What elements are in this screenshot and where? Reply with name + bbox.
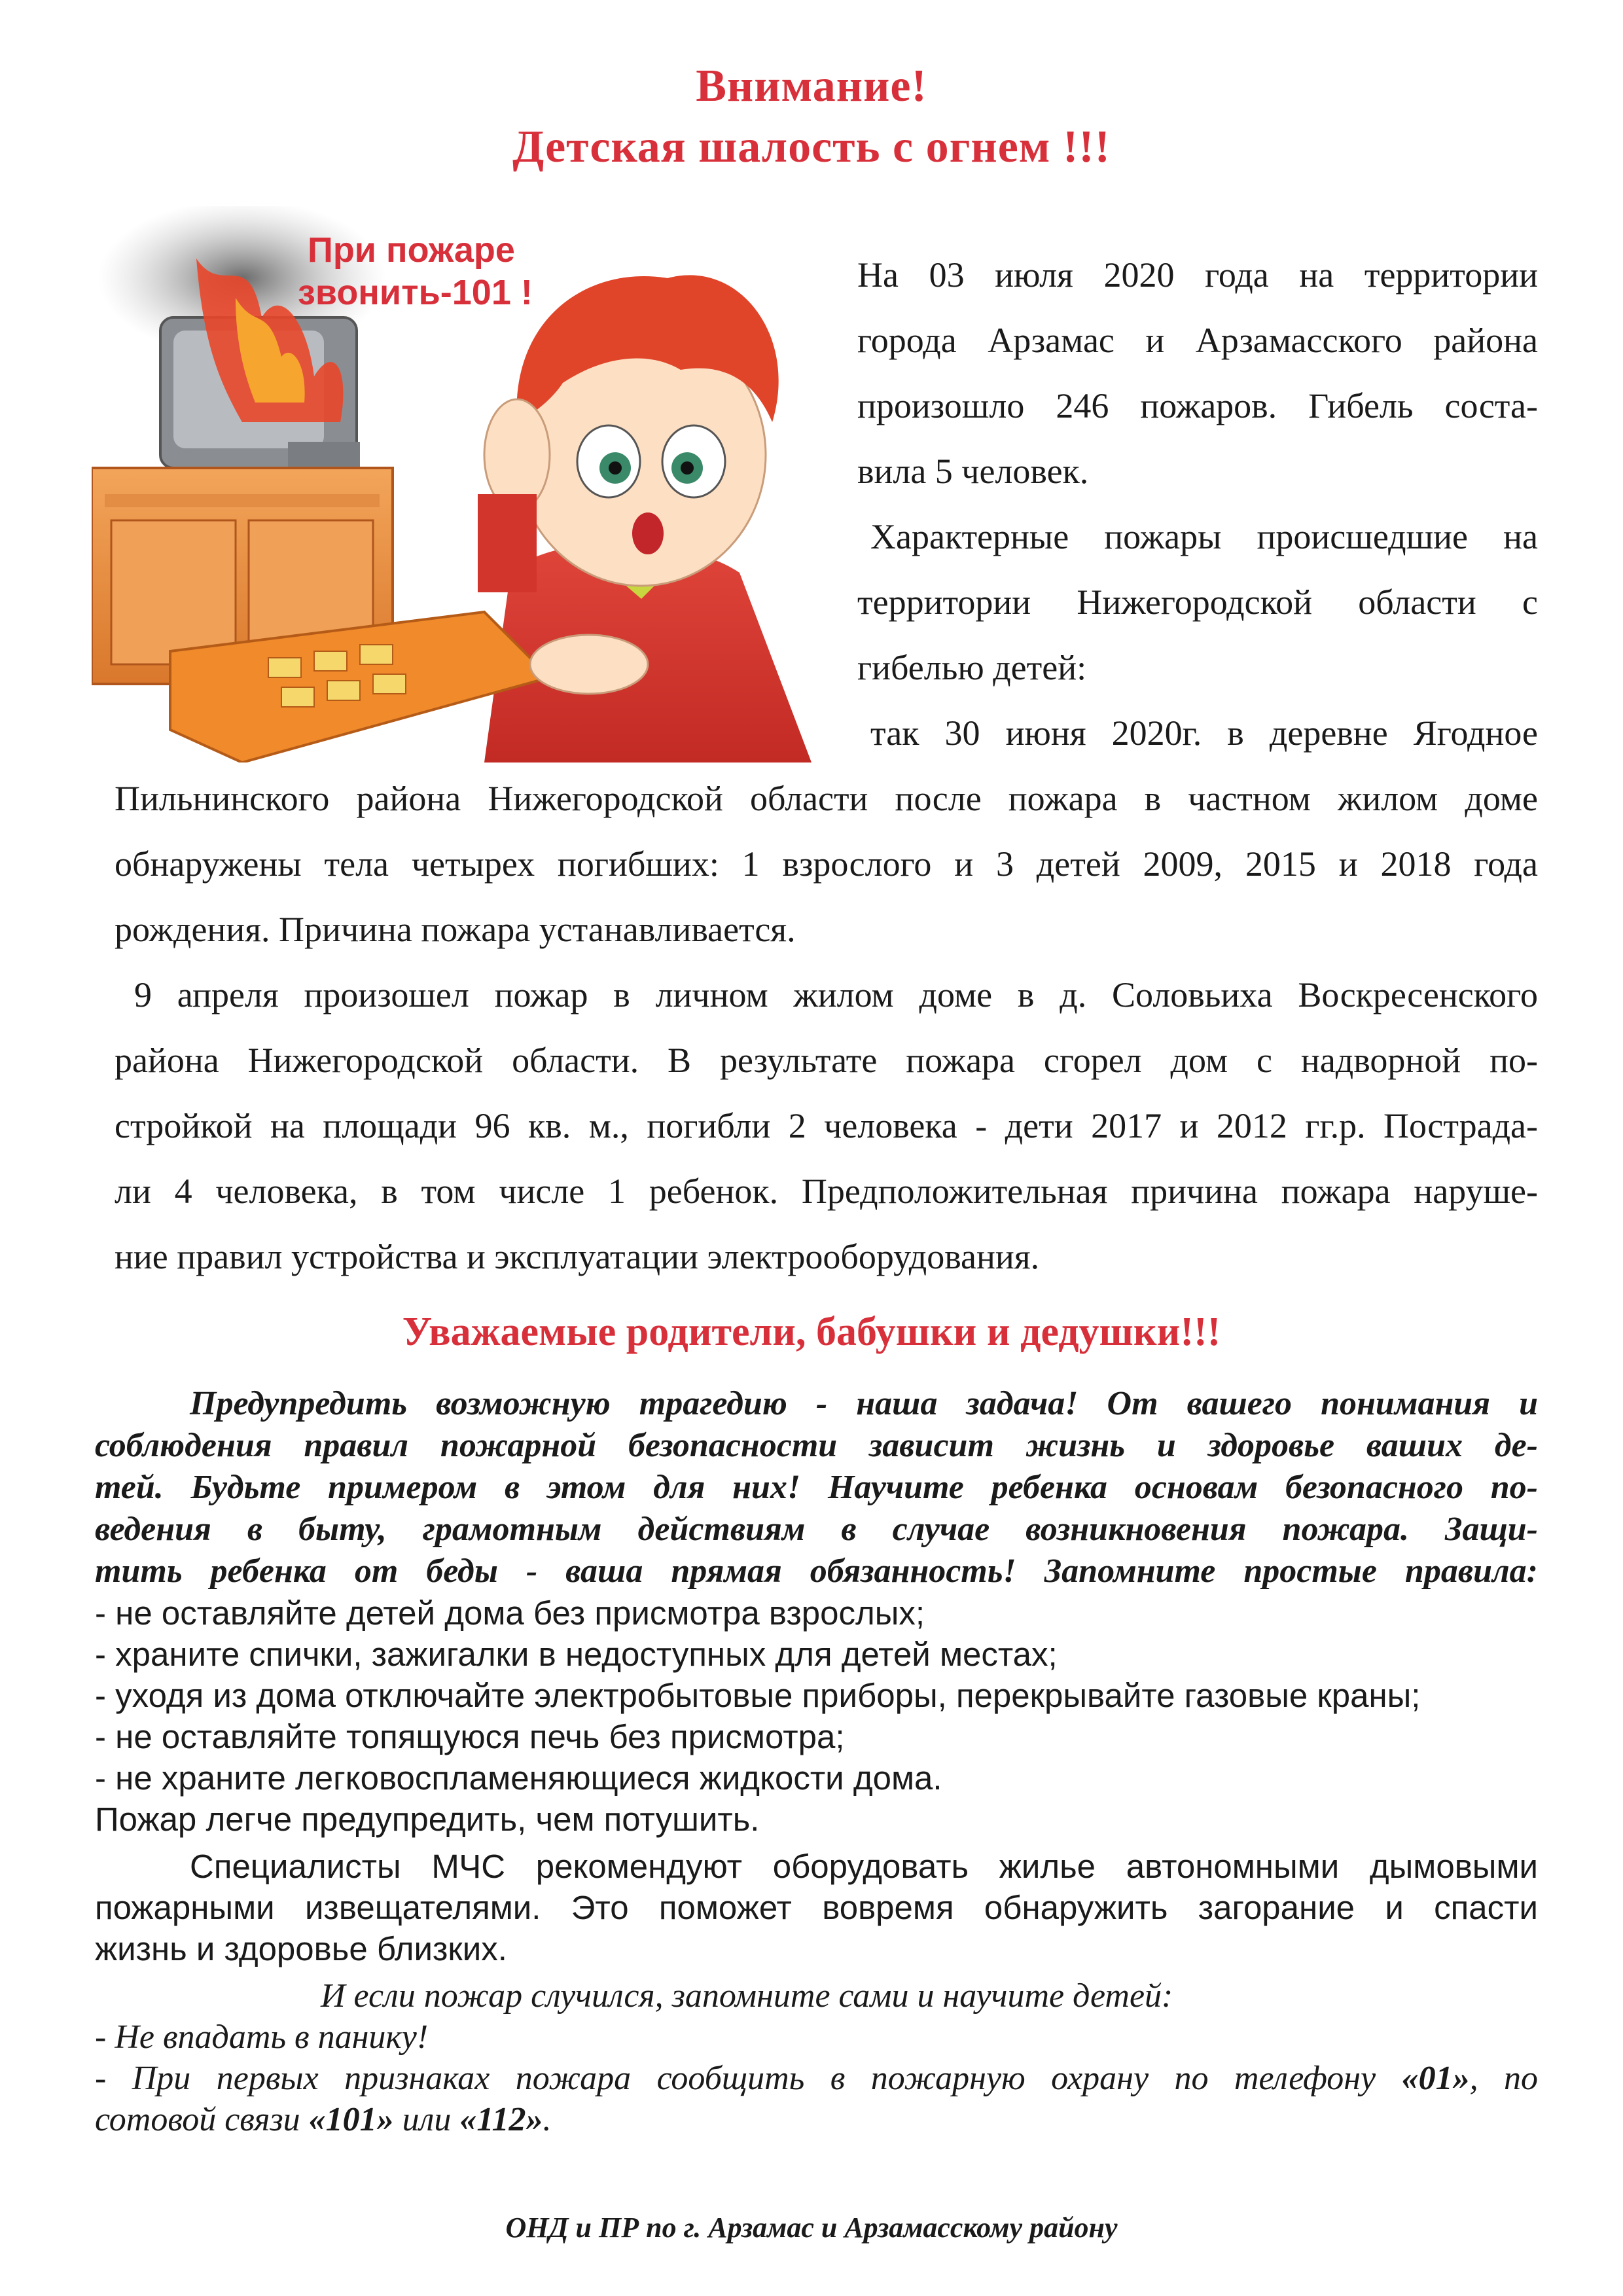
intro-line-1: На 03 июля 2020 года на территории [857,255,1538,295]
specialists-line-1: Специалисты МЧС рекомендуют оборудовать жилье автономными дымовыми [190,1848,1538,1885]
section-heading: Уважаемые родители, бабушки и дедушки!!! [402,1310,1221,1354]
intro-line-6: территории Нижегородской области с [857,583,1538,622]
advice-item-call-line1 [95,2058,1538,2099]
advice-intro: И если пожар случился, запомните сами и научите детей: [321,1977,1173,2015]
illustration-child-phone [92,206,831,762]
appeal-line-3: тей. Будьте примером в этом для них! Научите ребенка основам безопасного по- [95,1469,1538,1506]
advice-item-panic: - Не впадать в панику! [95,2018,429,2056]
rule-item: - уходя из дома отключайте электробытовые приборы, перекрывайте газовые краны; [95,1677,1421,1714]
intro-line-4: вила 5 человек. [857,452,1089,491]
footer-signature: ОНД и ПР по г. Арзамас и Арзамасскому району [505,2212,1118,2244]
body-line-7: ли 4 человека, в том числе 1 ребенок. Предположительная причина пожара наруше- [115,1172,1538,1211]
illustration-caption-line2: звонить-101 ! [298,273,533,312]
body-line-3: рождения. Причина пожара устанавливается. [115,910,796,949]
advice-item-call-line2 [95,2099,1538,2140]
rule-item: - не оставляйте топящуюся печь без присмотра; [95,1718,845,1755]
body-line-5: района Нижегородской области. В результате пожара сгорел дом с надворной по- [115,1041,1538,1080]
intro-line-3: произошло 246 пожаров. Гибель соста- [857,386,1538,425]
appeal-line-5: тить ребенка от беды - ваша прямая обязанность! Запомните простые правила: [95,1552,1538,1590]
specialists-line-2: пожарными извещателями. Это поможет вовремя обнаружить загорание и спасти [95,1889,1538,1926]
body-line-6: стройкой на площади 96 кв. м., погибли 2 человека - дети 2017 и 2012 гг.р. Пострада- [115,1106,1538,1145]
page-title: Внимание! [696,61,927,111]
rule-item: - не оставляйте детей дома без присмотра взрослых; [95,1594,925,1632]
advice-text: . [543,2101,552,2138]
appeal-line-4: ведения в быту, грамотным действиям в случае возникновения пожара. Защи- [95,1511,1538,1548]
body-line-4: 9 апреля произошел пожар в личном жилом доме в д. Соловьиха Воскресенского [134,975,1538,1014]
intro-line-7: гибелью детей: [857,648,1087,687]
body-line-1: Пильнинского района Нижегородской области после пожара в частном жилом доме [115,779,1538,818]
phone-number-101: «101» [308,2101,394,2138]
page-subtitle: Детская шалость с огнем !!! [512,122,1111,172]
intro-line-8: так 30 июня 2020г. в деревне Ягодное [870,713,1538,753]
phone-number-01: «01» [1401,2060,1470,2097]
child-phone-image [92,206,831,762]
intro-line-2: города Арзамас и Арзамасского района [857,321,1538,360]
advice-text: или [393,2101,460,2138]
advice-text: сотовой связи [95,2101,309,2138]
rule-summary: Пожар легче предупредить, чем потушить. [95,1801,760,1838]
rule-item: - не храните легковоспламеняющиеся жидкости дома. [95,1759,942,1797]
advice-text: - При первых признаках пожара сообщить в пожарную охрану по телефону [95,2060,1402,2097]
body-line-8: ние правил устройства и эксплуатации электрооборудования. [115,1237,1040,1276]
illustration-caption-line1: При пожаре [308,230,515,270]
specialists-line-3: жизнь и здоровье близких. [95,1930,507,1967]
phone-number-112: «112» [459,2101,543,2138]
appeal-line-2: соблюдения правил пожарной безопасности зависит жизнь и здоровье ваших де- [95,1427,1538,1464]
body-line-2: обнаружены тела четырех погибших: 1 взрослого и 3 детей 2009, 2015 и 2018 года [115,844,1538,884]
appeal-line-1: Предупредить возможную трагедию - наша задача! От вашего понимания и [190,1385,1538,1422]
advice-text: , по [1469,2060,1538,2097]
rule-item: - храните спички, зажигалки в недоступных для детей местах; [95,1636,1058,1673]
intro-line-5: Характерные пожары происшедшие на [870,517,1538,556]
